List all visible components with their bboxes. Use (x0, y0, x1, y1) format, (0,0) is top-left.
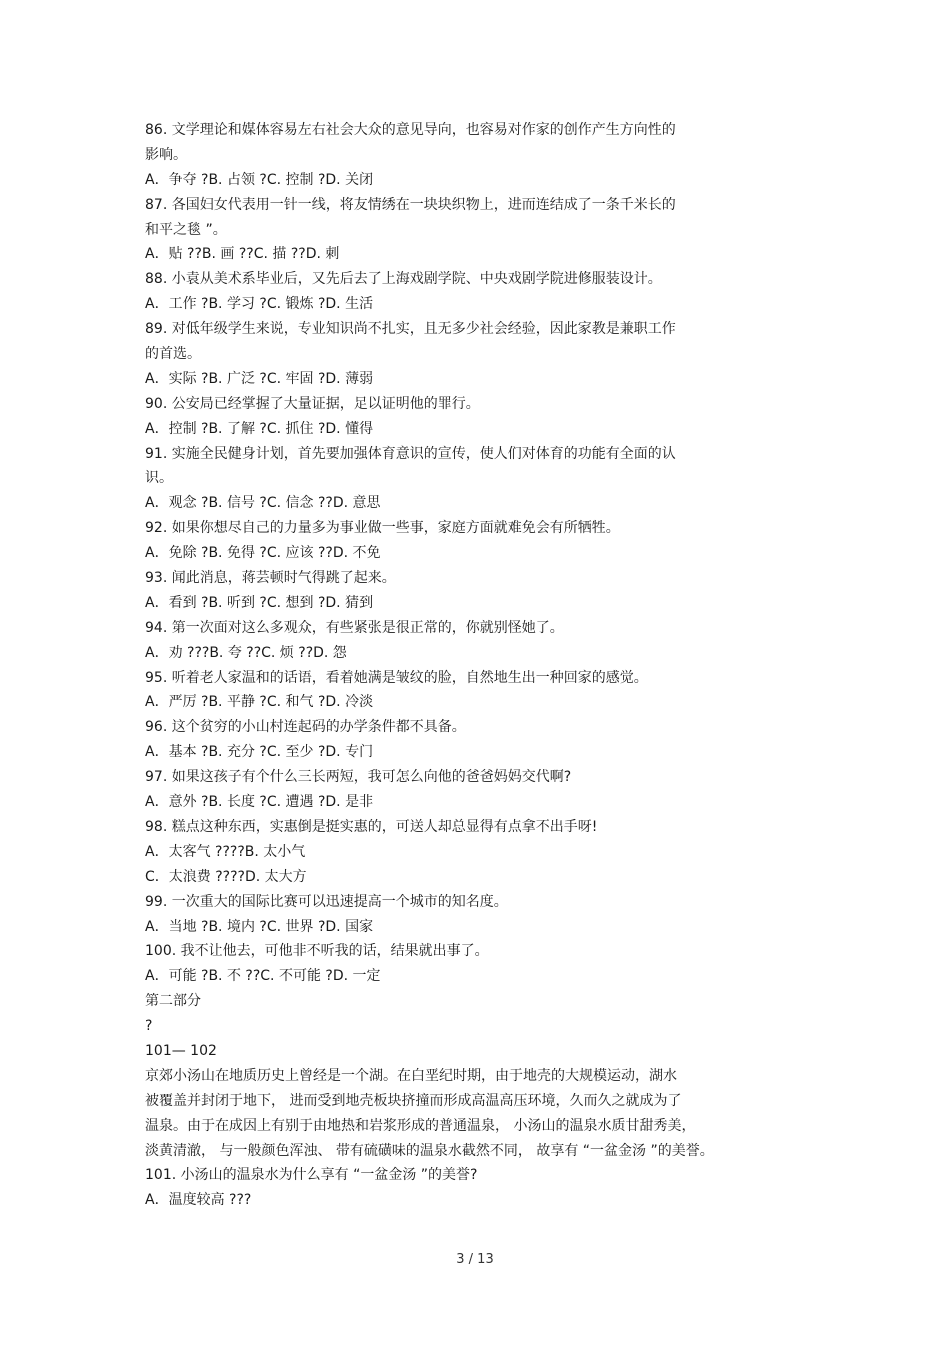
question-89-line-1: 89. 对低年级学生来说，专业知识尚不扎实，且无多少社会经验，因此家教是兼职工作 (145, 321, 676, 338)
passage-range: 101— 102 (145, 1042, 217, 1059)
question-90-options: A．控制 ?B. 了解 ?C. 抓住 ?D. 懂得 (145, 420, 374, 437)
question-92-line-1: 92. 如果你想尽自己的力量多为事业做一些事，家庭方面就难免会有所牺牲。 (145, 520, 620, 537)
question-92-options: A．免除 ?B. 免得 ?C. 应该 ??D. 不免 (145, 545, 381, 562)
question-99-options: A．当地 ?B. 境内 ?C. 世界 ?D. 国家 (145, 918, 374, 935)
question-88-options: A．工作 ?B. 学习 ?C. 锻炼 ?D. 生活 (145, 296, 374, 313)
question-89-line-2: 的首选。 (145, 346, 201, 363)
question-101-option-a: A．温度较高 ??? (145, 1192, 252, 1209)
question-90-line-1: 90. 公安局已经掌握了大量证据，足以证明他的罪行。 (145, 395, 480, 412)
question-87-line-1: 87. 各国妇女代表用一针一线，将友情绣在一块块织物上，进而连结成了一条千米长的 (145, 196, 676, 213)
question-93-line-1: 93. 闻此消息，蒋芸顿时气得跳了起来。 (145, 570, 396, 587)
question-89-options: A．实际 ?B. 广泛 ?C. 牢固 ?D. 薄弱 (145, 370, 374, 387)
question-96-line-1: 96. 这个贫穷的小山村连起码的办学条件都不具备。 (145, 719, 466, 736)
question-100-options: A．可能 ?B. 不 ??C. 不可能 ?D. 一定 (145, 968, 381, 985)
question-99-line-1: 99. 一次重大的国际比赛可以迅速提高一个城市的知名度。 (145, 893, 508, 910)
page-number: 3 / 13 (456, 1252, 494, 1267)
document-body (145, 118, 815, 1213)
question-86-line-1: 86. 文学理论和媒体容易左右社会大众的意见导向，也容易对作家的创作产生方向性的 (145, 122, 676, 138)
question-100-line-1: 100. 我不让他去，可他非不听我的话，结果就出事了。 (145, 943, 489, 960)
question-97-options: A．意外 ?B. 长度 ?C. 遭遇 ?D. 是非 (145, 794, 374, 811)
question-86-options: A．争夺 ?B. 占领 ?C. 控制 ?D. 关闭 (145, 171, 374, 188)
question-87-line-2: 和平之毯 ”。 (145, 221, 227, 238)
question-91-line-2: 识。 (145, 470, 173, 487)
question-88-line-1: 88. 小袁从美术系毕业后，又先后去了上海戏剧学院、中央戏剧学院进修服装设计。 (145, 271, 662, 288)
passage-line-4: 淡黄清澈， 与一般颜色浑浊、 带有硫磺味的温泉水截然不同， 故享有 “一盆金汤 ”的美誉。 (145, 1142, 714, 1159)
question-98-options-ab: A．太客气 ????B. 太小气 (145, 843, 306, 860)
passage-line-2: 被覆盖并封闭于地下， 进而受到地壳板块挤撞而形成高温高压环境，久而久之就成为了 (145, 1092, 682, 1109)
question-94-line-1: 94. 第一次面对这么多观众，有些紧张是很正常的，你就别怪她了。 (145, 619, 564, 636)
section-marker: ? (145, 1018, 153, 1035)
question-95-line-1: 95. 听着老人家温和的话语，看着她满是皱纹的脸，自然地生出一种回家的感觉。 (145, 669, 648, 686)
passage-line-1: 京郊小汤山在地质历史上曾经是一个湖。在白垩纪时期，由于地壳的大规模运动，湖水 (145, 1067, 677, 1084)
passage-line-3: 温泉。由于在成因上有别于由地热和岩浆形成的普通温泉， 小汤山的温泉水质甘甜秀美， (145, 1117, 696, 1134)
question-87-options: A．贴 ??B. 画 ??C. 描 ??D. 刺 (145, 246, 340, 263)
section-heading: 第二部分 (145, 993, 201, 1010)
question-98-line-1: 98. 糕点这种东西，实惠倒是挺实惠的，可送人却总显得有点拿不出手呀! (145, 818, 598, 835)
question-93-options: A．看到 ?B. 听到 ?C. 想到 ?D. 猜到 (145, 594, 374, 611)
question-91-options: A．观念 ?B. 信号 ?C. 信念 ??D. 意思 (145, 495, 381, 512)
question-97-line-1: 97. 如果这孩子有个什么三长两短，我可怎么向他的爸爸妈妈交代啊? (145, 769, 572, 786)
question-91-line-1: 91. 实施全民健身计划，首先要加强体育意识的宣传，使人们对体育的功能有全面的认 (145, 445, 676, 462)
question-95-options: A．严厉 ?B. 平静 ?C. 和气 ?D. 冷淡 (145, 694, 374, 711)
question-101-line-1: 101. 小汤山的温泉水为什么享有 “一盆金汤 ”的美誉? (145, 1167, 478, 1184)
question-86-line-2: 影响。 (145, 146, 187, 163)
question-96-options: A．基本 ?B. 充分 ?C. 至少 ?D. 专门 (145, 744, 374, 761)
question-98-options-cd: C．太浪费 ????D. 太大方 (145, 868, 307, 885)
question-94-options: A．劝 ???B. 夸 ??C. 烦 ??D. 怨 (145, 644, 347, 661)
